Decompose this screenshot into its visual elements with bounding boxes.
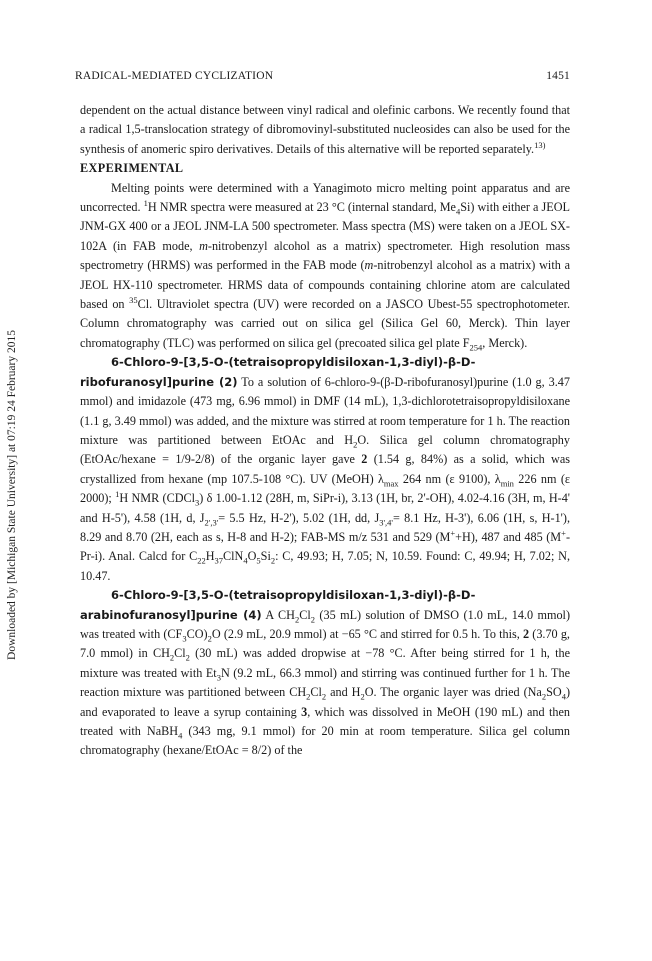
section-heading-experimental: EXPERIMENTAL	[80, 161, 184, 176]
compound-4-paragraph: 6-Chloro-9-[3,5-O-(tetraisopropyldisiloxan-1,3-diyl)-β-D-arabinofuranosyl]purine (4) A $CH_2Cl_2$ (35 mL) solution of DMSO (1.0 mL, 14.0 mmol) was treated with $(CF_3CO)_2O$ (2.9 mL, 20.9 mmol) at −65 °C and stirred for 0.5 h. To this, 2 (3.70 g, 7.0 mmol) in $CH_2Cl_2$ (30 mL) was added dropwise at −78 °C. After being stirred for 1 h, the mixture was treated with $Et_3N$ (9.2 mL, 66.3 mmol) and stirring was continued further for 1 h. The reaction mixture was partitioned between $CH_2Cl_2$ and $H_2O$. The organic layer was dried $(Na_2SO_4)$ and evaporated to leave a syrup containing 3, which was dissolved in MeOH (190 mL) and then treated with NaBH$_4$ (343 mg, 9.1 mmol) for 20 min at room temperature. Silica gel column chromatography (hexane/EtOAc = 8/2) of the	[80, 588, 571, 758]
download-watermark	[2, 300, 22, 690]
compound-4-name: 6-Chloro-9-[3,5-O-(tetraisopropyldisiloxan-1,3-diyl)-β-D-arabinofuranosyl]purine (4)	[80, 588, 476, 622]
running-title: RADICAL-MEDIATED CYCLIZATION	[75, 70, 274, 82]
experimental-paragraph: Melting points were determined with a Yanagimoto micro melting point apparatus and are uncorrected. $^1$H NMR spectra were measured at 23 °C (internal standard, $Me_4Si$) with either a JEOL JNM-GX 400 or a JEOL JNM-LA 500 spectrometer. Mass spectra (MS) were taken on a JEOL SX-102A (in FAB mode, m-nitrobenzyl alcohol as a matrix) spectrometer. High resolution mass spectrometry (HRMS) was performed in the FAB mode (m-nitrobenzyl alcohol as a matrix) with a JEOL HX-110 spectrometer. HRMS data of compounds containing chlorine atom are calculated based on $^{35}$Cl. Ultraviolet spectra (UV) were recorded on a JASCO Ubest-55 spectrophotometer. Column chromatography was carried out on silica gel (Silica Gel 60, Merck). Thin layer chromatography (TLC) was performed on silica gel (precoated silica gel plate $F_{254}$, Merck).	[80, 180, 571, 353]
article-body	[80, 101, 570, 761]
page-number: 1451	[546, 70, 570, 82]
compound-2-name: 6-Chloro-9-[3,5-O-(tetraisopropyldisiloxan-1,3-diyl)-β-D-ribofuranosyl]purine (2)	[80, 355, 476, 389]
compound-2-paragraph: 6-Chloro-9-[3,5-O-(tetraisopropyldisiloxan-1,3-diyl)-β-D-ribofuranosyl]purine (2) To a solution of 6-chloro-9-(β-D-ribofuranosyl)purine (1.0 g, 3.47 mmol) and imidazole (473 mg, 6.96 mmol) in DMF (14 mL), 1,3-dichlorotetraisopropyldisiloxane (1.1 g, 3.49 mmol) was added, and the mixture was stirred at room temperature for 1 h. The reaction mixture was partitioned between EtOAc and $H_2O$. Silica gel column chromatography (EtOAc/hexane = 1/9-2/8) of the organic layer gave 2 (1.54 g, 84%) as a solid, which was crystallized from hexane (mp 107.5-108 °C). UV (MeOH) $\lambda_{max}$ 264 nm (ε 9100), $\lambda_{min}$ 226 nm (ε 2000); $^1$H NMR (CDCl$_3$) δ 1.00-1.12 (28H, m, SiPr-i), 3.13 (1H, br, 2'-OH), 4.02-4.16 (3H, m, H-4' and H-5'), 4.58 (1H, d, $J_{2',3'}= 5.5$ Hz, H-2'), 5.02 (1H, dd, $J_{3',4'}= 8.1$ Hz, H-3'), 6.06 (1H, s, H-1'), 8.29 and 8.70 (2H, each as s, H-8 and H-2); FAB-MS m/z 531 and 529 (M++H), 487 and 485 (M+-Pr-i). Anal. Calcd for $C_{22}H_{37}ClN_4O_5Si_2$: C, 49.93; H, 7.05; N, 10.59. Found: C, 49.94; H, 7.02; N, 10.47.	[80, 355, 571, 583]
intro-paragraph: dependent on the actual distance between vinyl radical and olefinic carbons. We recently found that a radical 1,5-translocation strategy of dibromovinyl-substituted nucleosides can also be used for the synthesis of anomeric spiro derivatives. Details of this alternative will be reported separately.$^{13)}$	[80, 103, 570, 156]
download-note: Downloaded by [Michigan State University] at 07:19 24 February 2015	[6, 330, 18, 660]
